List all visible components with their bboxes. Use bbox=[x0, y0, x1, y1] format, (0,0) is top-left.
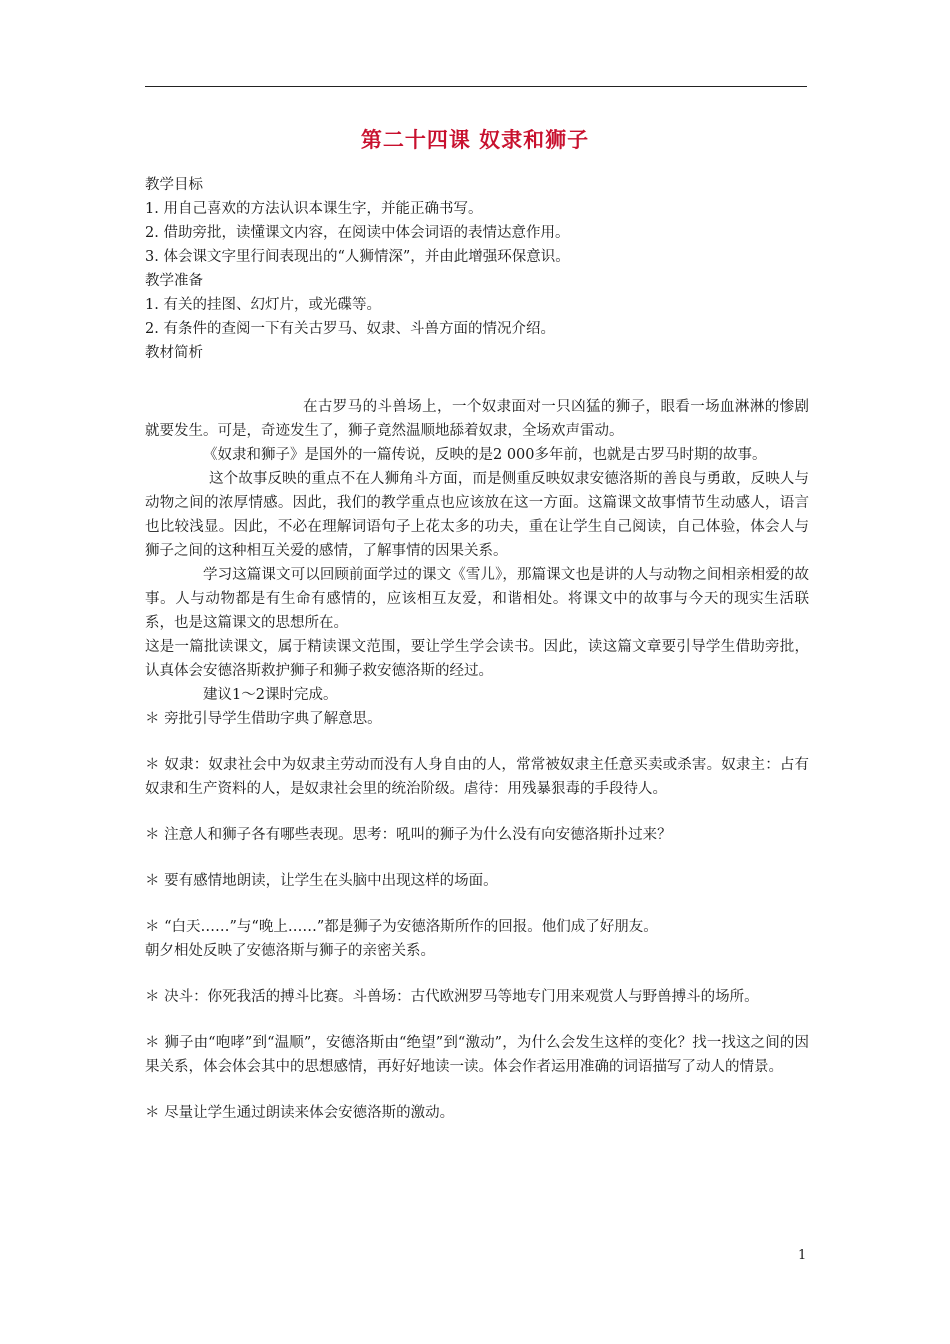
goal-item: 1. 用自己喜欢的方法认识本课生字，并能正确书写。 bbox=[145, 201, 483, 217]
note-item: ＊ 决斗：你死我活的搏斗比赛。斗兽场：古代欧洲罗马等地专门用来观赏人与野兽搏斗的场所。 bbox=[145, 989, 759, 1005]
prep-heading: 教学准备 bbox=[145, 273, 203, 289]
page-number: 1 bbox=[798, 1248, 807, 1263]
prep-item: 2. 有条件的查阅一下有关古罗马、奴隶、斗兽方面的情况介绍。 bbox=[145, 321, 555, 337]
goal-item: 3. 体会课文字里行间表现出的“人狮情深”，并由此增强环保意识。 bbox=[145, 249, 570, 265]
note-item-continued: 朝夕相处反映了安德洛斯与狮子的亲密关系。 bbox=[145, 943, 435, 959]
paragraph-method: 这是一篇批读课文，属于精读课文范围，要让学生学会读书。因此，读这篇文章要引导学生借助旁批，认真体会安德洛斯救护狮子和狮子救安德洛斯的经过。 bbox=[145, 639, 809, 679]
note-item: ＊ “白天……”与“晚上……”都是狮子为安德洛斯所作的回报。他们成了好朋友。 bbox=[145, 919, 658, 935]
prep-item: 1. 有关的挂图、幻灯片，或光碟等。 bbox=[145, 297, 381, 313]
document-body bbox=[145, 173, 809, 1125]
page-title: 第二十四课 奴隶和狮子 bbox=[360, 128, 590, 152]
paragraph-intro: 在古罗马的斗兽场上，一个奴隶面对一只凶猛的狮子，眼看一场血淋淋的惨剧就要发生。可是，奇迹发生了，狮子竟然温顺地舔着奴隶，全场欢声雷动。 bbox=[145, 399, 809, 439]
note-item: ＊ 尽量让学生通过朗读来体会安德洛斯的激动。 bbox=[145, 1105, 455, 1121]
note-item: ＊ 奴隶：奴隶社会中为奴隶主劳动而没有人身自由的人，常常被奴隶主任意买卖或杀害。奴隶主：占有奴隶和生产资料的人，是奴隶社会里的统治阶级。虐待：用残暴狠毒的手段待人。 bbox=[145, 757, 809, 797]
analysis-heading: 教材简析 bbox=[145, 345, 203, 361]
note-item: ＊ 要有感情地朗读，让学生在头脑中出现这样的场面。 bbox=[145, 873, 498, 889]
note-item: ＊ 狮子由“咆哮”到“温顺”，安德洛斯由“绝望”到“激动”，为什么会发生这样的变化？找一找这之间的因果关系，体会体会其中的思想感情，再好好地读一读。体会作者运用准确的词语描写了动人的情景。 bbox=[145, 1035, 809, 1075]
goals-heading: 教学目标 bbox=[145, 177, 203, 193]
paragraph-focus: 这个故事反映的重点不在人狮角斗方面，而是侧重反映奴隶安德洛斯的善良与勇敢，反映人与动物之间的浓厚情感。因此，我们的教学重点也应该放在这一方面。这篇课文故事情节生动感人，语言也比较浅显。因此，不必在理解词语句子上花太多的功夫，重在让学生自己阅读，自己体验，体会人与狮子之间的这种相互关爱的感情，了解事情的因果关系。 bbox=[145, 471, 809, 559]
paragraph-review: 学习这篇课文可以回顾前面学过的课文《雪儿》，那篇课文也是讲的人与动物之间相亲相爱的故事。人与动物都是有生命有感情的，应该相互友爱，和谐相处。将课文中的故事与今天的现实生活联系，也是这篇课文的思想所在。 bbox=[145, 567, 809, 631]
header-rule bbox=[145, 86, 807, 87]
paragraph-schedule: 建议1～2课时完成。 bbox=[203, 687, 338, 703]
note-item: ＊ 注意人和狮子各有哪些表现。思考：吼叫的狮子为什么没有向安德洛斯扑过来？ bbox=[145, 827, 672, 843]
goal-item: 2. 借助旁批，读懂课文内容，在阅读中体会词语的表情达意作用。 bbox=[145, 225, 570, 241]
paragraph-background: 《奴隶和狮子》是国外的一篇传说，反映的是2 000多年前，也就是古罗马时期的故事。 bbox=[203, 447, 767, 463]
note-item: ＊ 旁批引导学生借助字典了解意思。 bbox=[145, 711, 382, 727]
